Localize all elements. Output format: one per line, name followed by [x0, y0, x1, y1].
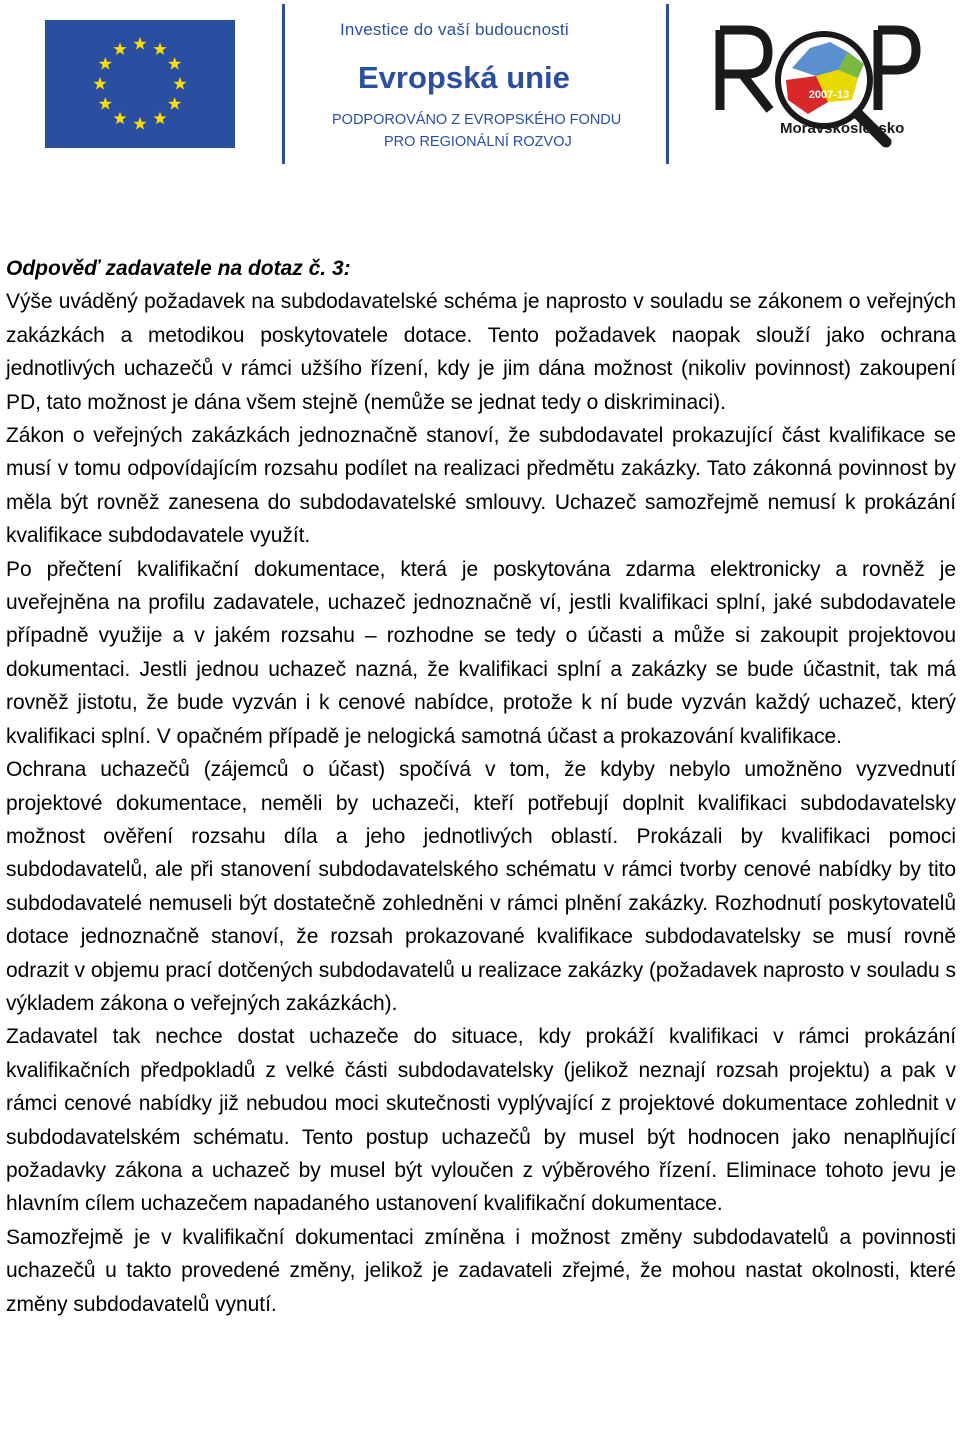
paragraph-1: Výše uváděný požadavek na subdodavatelské schéma je naprosto v souladu se zákonem o veřejných zakázkách a metodikou poskytovatele dotace. Tento požadavek naopak slouží jako ochrana jednotlivých uchazečů v rámci užšího řízení, kdy je jim dána možnost (nikoliv povinnost) zakoupení PD, tato možnost je dána všem stejně (nemůže se jednat tedy o diskriminaci).	[6, 290, 956, 414]
paragraph-3: Po přečtení kvalifikační dokumentace, která je poskytována zdarma elektronicky a rovněž je uveřejněna na profilu zadavatele, uchazeč jednoznačně ví, jestli kvalifikaci splní, jaké subdodavatele případně využije a v jakém rozsahu – rozhodne se tedy o účasti a může si zakoupit projektovou dokumentaci. Jestli jednou uchazeč nazná, že kvalifikaci splní a zakázky se bude účastnit, tak má rovněž jistotu, že bude vyzván i k cenové nabídce, protože k ní bude vyzván každý uchazeč, který kvalifikaci splní. V opačném případě je nelogická samotná účast a prokazování kvalifikace.	[6, 557, 956, 748]
header-divider-left	[282, 4, 285, 164]
rop-region: Moravskoslezsko	[780, 120, 905, 137]
eu-fund-line2: PRO REGIONÁLNÍ ROZVOJ	[384, 134, 572, 150]
eu-fund-line1: PODPOROVÁNO Z EVROPSKÉHO FONDU	[332, 112, 622, 128]
answer-heading: Odpověď zadavatele na dotaz č. 3:	[6, 257, 351, 280]
page-header	[0, 0, 960, 170]
paragraph-5: Zadavatel tak nechce dostat uchazeče do situace, kdy prokáží kvalifikaci v rámci prokázání kvalifikačních předpokladů z velké části subdodavatelsky (jelikož neznají rozsah projektu) a pak v rámci cenové nabídky již nebudou moci skutečnosti vyplývající z projektové dokumentace zohlednit v subdodavatelském schématu. Tento postup uchazečů by musel být hodnocen jako nenaplňující požadavky zákona a uchazeč by musel být vyloučen z výběrového řízení. Eliminace tohoto jevu je hlavním cílem uchazečem napadaného ustanovení kvalifikační dokumentace.	[6, 1025, 956, 1216]
eu-name: Evropská unie	[358, 60, 570, 95]
rop-badge: 2007-13	[808, 89, 850, 101]
paragraph-4: Ochrana uchazečů (zájemců o účast) spočívá v tom, že kdyby nebylo umožněno vyzvednutí projektové dokumentace, neměli by uchazeči, kteří potřebují doplnit kvalifikaci subdodavatelsky možnost ověření rozsahu díla a jeho jednotlivých oblastí. Prokázali by kvalifikaci pomoci subdodavatelů, ale při stanovení subdodavatelského schématu v rámci tvorby cenové nabídky by tito subdodavatelé nemuseli být dostatečně zohledněni v rámci plnění zakázky. Rozhodnutí poskytovatelů dotace jednoznačně stanoví, že rozsah prokazované kvalifikace subdodavatelsky se musí rovně odrazit v objemu prací dotčených subdodavatelů u realizace zakázky (požadavek naprosto v souladu s výkladem zákona o veřejných zakázkách).	[6, 758, 956, 1015]
document-body	[6, 252, 956, 1321]
eu-flag-icon	[45, 20, 235, 148]
header-divider-right	[666, 4, 669, 164]
eu-tagline: Investice do vaší budoucnosti	[340, 20, 569, 39]
paragraph-6: Samozřejmě je v kvalifikační dokumentaci zmíněna i možnost změny subdodavatelů a povinnosti uchazečů u takto provedené změny, jelikož je zadavateli zřejmé, že mohou nastat okolnosti, které změny subdodavatelů vynutí.	[6, 1225, 956, 1316]
paragraph-2: Zákon o veřejných zakázkách jednoznačně stanoví, že subdodavatel prokazující část kvalifikace se musí v tomu odpovídajícím rozsahu podílet na realizaci předmětu zakázky. Tato zákonná povinnost by měla být rovněž zanesena do subdodavatelské smlouvy. Uchazeč samozřejmě nemusí k prokázání kvalifikace subdodavatele využít.	[6, 424, 956, 548]
